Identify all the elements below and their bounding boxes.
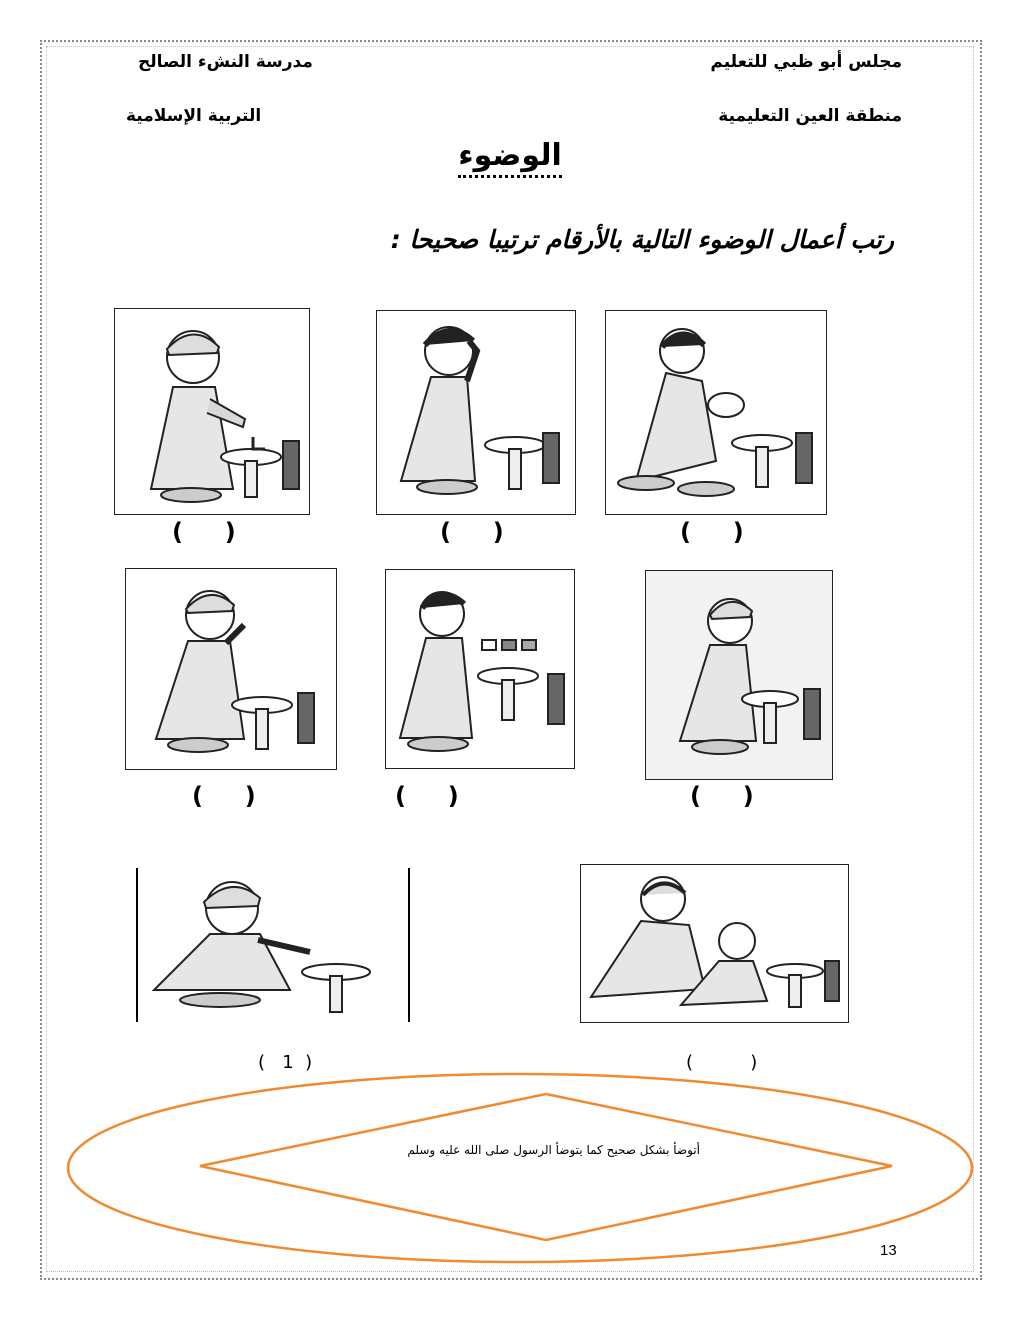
answer-slot-2-2[interactable]: ( ) <box>395 782 459 810</box>
wudu-picture-nose <box>580 864 849 1023</box>
answer-slot-1-2[interactable]: ( ) <box>440 518 504 546</box>
boy-wiping-ears-illustration <box>377 311 575 514</box>
wudu-picture-feet <box>605 310 827 515</box>
header-subject: التربية الإسلامية <box>126 106 262 126</box>
instruction-text: رتب أعمال الوضوء التالية بالأرقام ترتيبا صحيحا : <box>390 225 894 254</box>
answer-slot-2-3[interactable]: ( ) <box>690 782 754 810</box>
answer-slot-3-2[interactable]: ( ) <box>686 1052 758 1073</box>
footer-badge <box>66 1070 978 1266</box>
answer-slot-2-1[interactable]: ( ) <box>192 782 256 810</box>
boy-washing-face-illustration <box>646 571 832 779</box>
header-zone: منطقة العين التعليمية <box>718 106 902 126</box>
answer-slot-1-1[interactable]: ( ) <box>172 518 236 546</box>
badge-diamond <box>200 1094 892 1240</box>
boy-washing-feet-illustration <box>606 311 826 514</box>
wudu-picture-mouth <box>125 568 337 770</box>
answer-slot-1-3[interactable]: ( ) <box>680 518 744 546</box>
answer-slot-3-1[interactable]: ( 1 ) <box>258 1052 313 1073</box>
boy-rinsing-mouth-illustration <box>126 569 336 769</box>
wudu-picture-face <box>645 570 833 780</box>
boy-starting-wudu-illustration <box>140 868 405 1022</box>
wudu-picture-intention <box>140 868 405 1022</box>
divider-right <box>408 868 410 1022</box>
header-school: مدرسة النشء الصالح <box>138 52 313 72</box>
wudu-picture-hands <box>114 308 310 515</box>
footer-note: أتوضأ بشكل صحيح كما يتوضأ الرسول صلى الله عليه وسلم <box>407 1143 700 1157</box>
wudu-picture-ears <box>376 310 576 515</box>
divider-left <box>136 868 138 1022</box>
boy-washing-hands-illustration <box>115 309 309 514</box>
wudu-picture-head <box>385 569 575 769</box>
boy-wiping-head-illustration <box>386 570 574 768</box>
page-number: 13 <box>880 1242 897 1259</box>
boys-rinsing-nose-illustration <box>581 865 848 1022</box>
header-council: مجلس أبو ظبي للتعليم <box>710 52 902 72</box>
page-title: الوضوء <box>0 138 1020 173</box>
